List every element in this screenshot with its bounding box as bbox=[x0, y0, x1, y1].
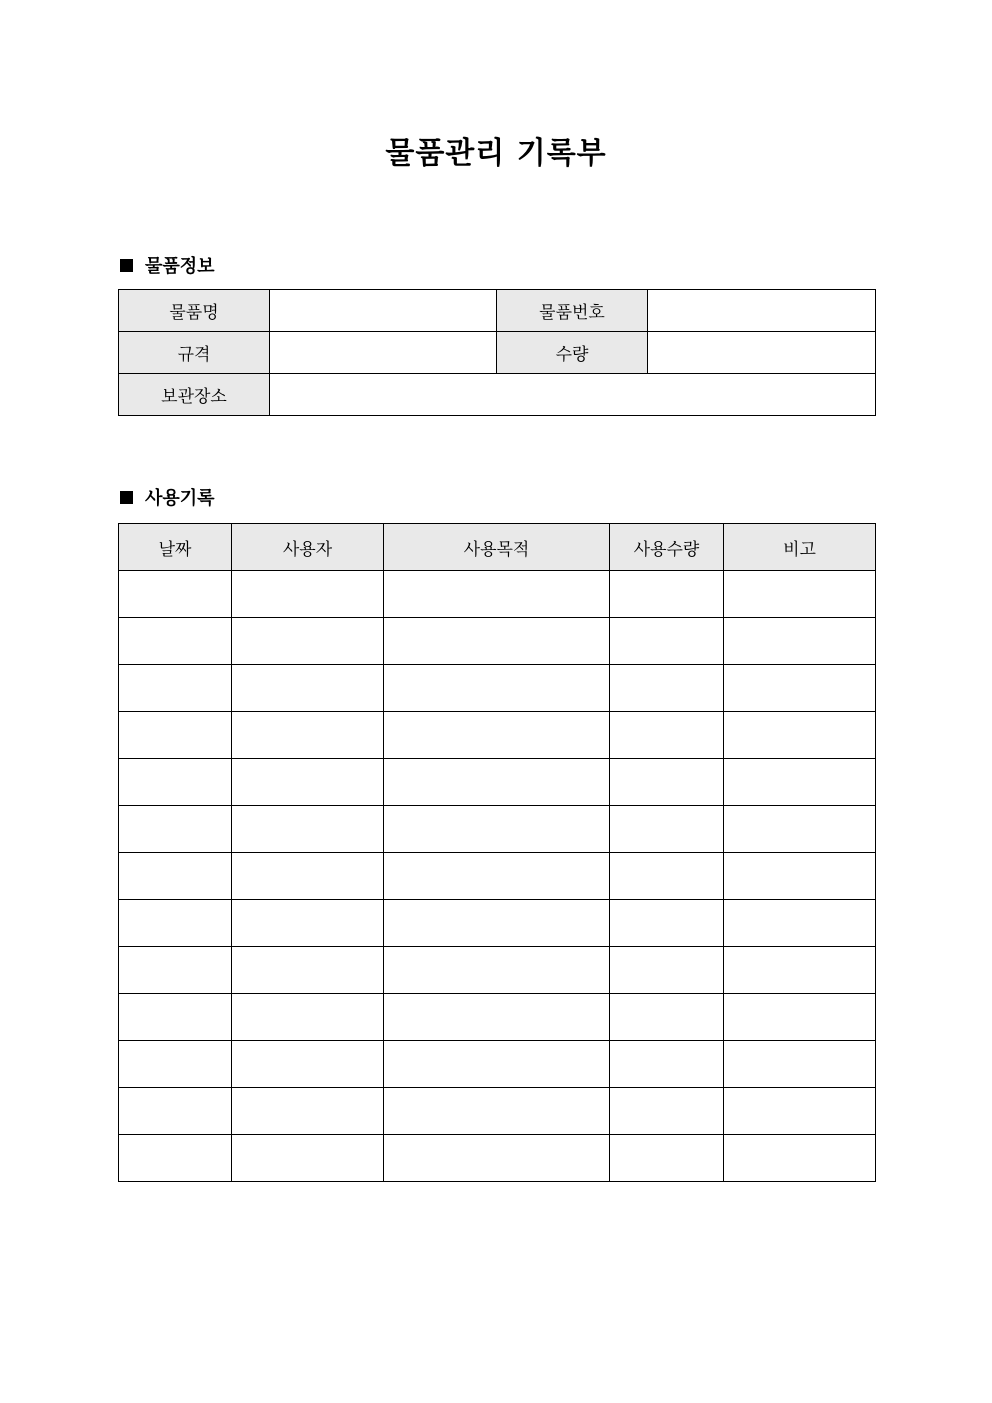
item-spec-label: 규격 bbox=[119, 332, 270, 374]
item-info-row bbox=[119, 374, 876, 416]
column-header-used-quantity: 사용수량 bbox=[610, 524, 724, 571]
cell-purpose[interactable] bbox=[384, 1088, 610, 1135]
cell-purpose[interactable] bbox=[384, 947, 610, 994]
cell-used-quantity[interactable] bbox=[610, 947, 724, 994]
cell-user[interactable] bbox=[232, 806, 384, 853]
cell-remarks[interactable] bbox=[724, 759, 876, 806]
cell-remarks[interactable] bbox=[724, 1088, 876, 1135]
cell-date[interactable] bbox=[119, 900, 232, 947]
cell-remarks[interactable] bbox=[724, 994, 876, 1041]
cell-user[interactable] bbox=[232, 947, 384, 994]
table-row bbox=[119, 853, 876, 900]
cell-used-quantity[interactable] bbox=[610, 759, 724, 806]
item-number-field[interactable] bbox=[648, 290, 876, 332]
cell-date[interactable] bbox=[119, 1135, 232, 1182]
usage-log-table bbox=[118, 523, 876, 1182]
cell-user[interactable] bbox=[232, 853, 384, 900]
cell-date[interactable] bbox=[119, 994, 232, 1041]
cell-used-quantity[interactable] bbox=[610, 712, 724, 759]
cell-used-quantity[interactable] bbox=[610, 665, 724, 712]
cell-remarks[interactable] bbox=[724, 712, 876, 759]
cell-remarks[interactable] bbox=[724, 1041, 876, 1088]
cell-date[interactable] bbox=[119, 712, 232, 759]
cell-used-quantity[interactable] bbox=[610, 900, 724, 947]
cell-purpose[interactable] bbox=[384, 665, 610, 712]
cell-purpose[interactable] bbox=[384, 994, 610, 1041]
cell-purpose[interactable] bbox=[384, 1041, 610, 1088]
item-quantity-field[interactable] bbox=[648, 332, 876, 374]
usage-log-body bbox=[119, 571, 876, 1182]
item-info-table bbox=[118, 289, 876, 416]
cell-used-quantity[interactable] bbox=[610, 571, 724, 618]
cell-date[interactable] bbox=[119, 759, 232, 806]
cell-date[interactable] bbox=[119, 806, 232, 853]
table-row bbox=[119, 759, 876, 806]
square-bullet-icon bbox=[120, 491, 133, 504]
cell-user[interactable] bbox=[232, 1088, 384, 1135]
item-spec-field[interactable] bbox=[270, 332, 497, 374]
page-title: 물품관리 기록부 bbox=[385, 136, 607, 171]
column-header-user: 사용자 bbox=[232, 524, 384, 571]
table-row bbox=[119, 571, 876, 618]
cell-remarks[interactable] bbox=[724, 900, 876, 947]
usage-log-heading bbox=[120, 485, 215, 509]
cell-purpose[interactable] bbox=[384, 806, 610, 853]
table-row bbox=[119, 994, 876, 1041]
cell-date[interactable] bbox=[119, 947, 232, 994]
table-row bbox=[119, 900, 876, 947]
cell-remarks[interactable] bbox=[724, 806, 876, 853]
cell-user[interactable] bbox=[232, 994, 384, 1041]
square-bullet-icon bbox=[120, 259, 133, 272]
cell-date[interactable] bbox=[119, 618, 232, 665]
cell-remarks[interactable] bbox=[724, 853, 876, 900]
cell-purpose[interactable] bbox=[384, 618, 610, 665]
cell-purpose[interactable] bbox=[384, 900, 610, 947]
cell-user[interactable] bbox=[232, 665, 384, 712]
cell-user[interactable] bbox=[232, 1041, 384, 1088]
table-row bbox=[119, 806, 876, 853]
item-info-heading-text: 물품정보 bbox=[145, 256, 215, 277]
item-number-label: 물품번호 bbox=[497, 290, 648, 332]
cell-user[interactable] bbox=[232, 759, 384, 806]
item-name-label: 물품명 bbox=[119, 290, 270, 332]
cell-remarks[interactable] bbox=[724, 665, 876, 712]
table-row bbox=[119, 947, 876, 994]
cell-user[interactable] bbox=[232, 900, 384, 947]
cell-purpose[interactable] bbox=[384, 571, 610, 618]
table-row bbox=[119, 665, 876, 712]
column-header-remarks: 비고 bbox=[724, 524, 876, 571]
item-info-row bbox=[119, 332, 876, 374]
cell-purpose[interactable] bbox=[384, 853, 610, 900]
cell-date[interactable] bbox=[119, 1088, 232, 1135]
cell-user[interactable] bbox=[232, 712, 384, 759]
cell-used-quantity[interactable] bbox=[610, 853, 724, 900]
table-row bbox=[119, 712, 876, 759]
column-header-date: 날짜 bbox=[119, 524, 232, 571]
cell-used-quantity[interactable] bbox=[610, 1135, 724, 1182]
item-location-label: 보관장소 bbox=[119, 374, 270, 416]
cell-date[interactable] bbox=[119, 665, 232, 712]
cell-used-quantity[interactable] bbox=[610, 1041, 724, 1088]
cell-remarks[interactable] bbox=[724, 1135, 876, 1182]
cell-user[interactable] bbox=[232, 1135, 384, 1182]
cell-user[interactable] bbox=[232, 618, 384, 665]
cell-date[interactable] bbox=[119, 1041, 232, 1088]
cell-user[interactable] bbox=[232, 571, 384, 618]
item-location-field[interactable] bbox=[270, 374, 876, 416]
column-header-purpose: 사용목적 bbox=[384, 524, 610, 571]
cell-remarks[interactable] bbox=[724, 618, 876, 665]
item-info-heading bbox=[120, 253, 215, 277]
cell-used-quantity[interactable] bbox=[610, 618, 724, 665]
cell-date[interactable] bbox=[119, 853, 232, 900]
usage-log-heading-text: 사용기록 bbox=[145, 488, 215, 509]
item-quantity-label: 수량 bbox=[497, 332, 648, 374]
cell-remarks[interactable] bbox=[724, 571, 876, 618]
cell-remarks[interactable] bbox=[724, 947, 876, 994]
table-row bbox=[119, 1041, 876, 1088]
cell-purpose[interactable] bbox=[384, 712, 610, 759]
cell-used-quantity[interactable] bbox=[610, 806, 724, 853]
table-row bbox=[119, 1135, 876, 1182]
cell-used-quantity[interactable] bbox=[610, 1088, 724, 1135]
table-row bbox=[119, 1088, 876, 1135]
cell-used-quantity[interactable] bbox=[610, 994, 724, 1041]
cell-purpose[interactable] bbox=[384, 1135, 610, 1182]
cell-date[interactable] bbox=[119, 571, 232, 618]
item-info-row bbox=[119, 290, 876, 332]
usage-log-header-row bbox=[119, 524, 876, 571]
table-row bbox=[119, 618, 876, 665]
cell-purpose[interactable] bbox=[384, 759, 610, 806]
item-name-field[interactable] bbox=[270, 290, 497, 332]
